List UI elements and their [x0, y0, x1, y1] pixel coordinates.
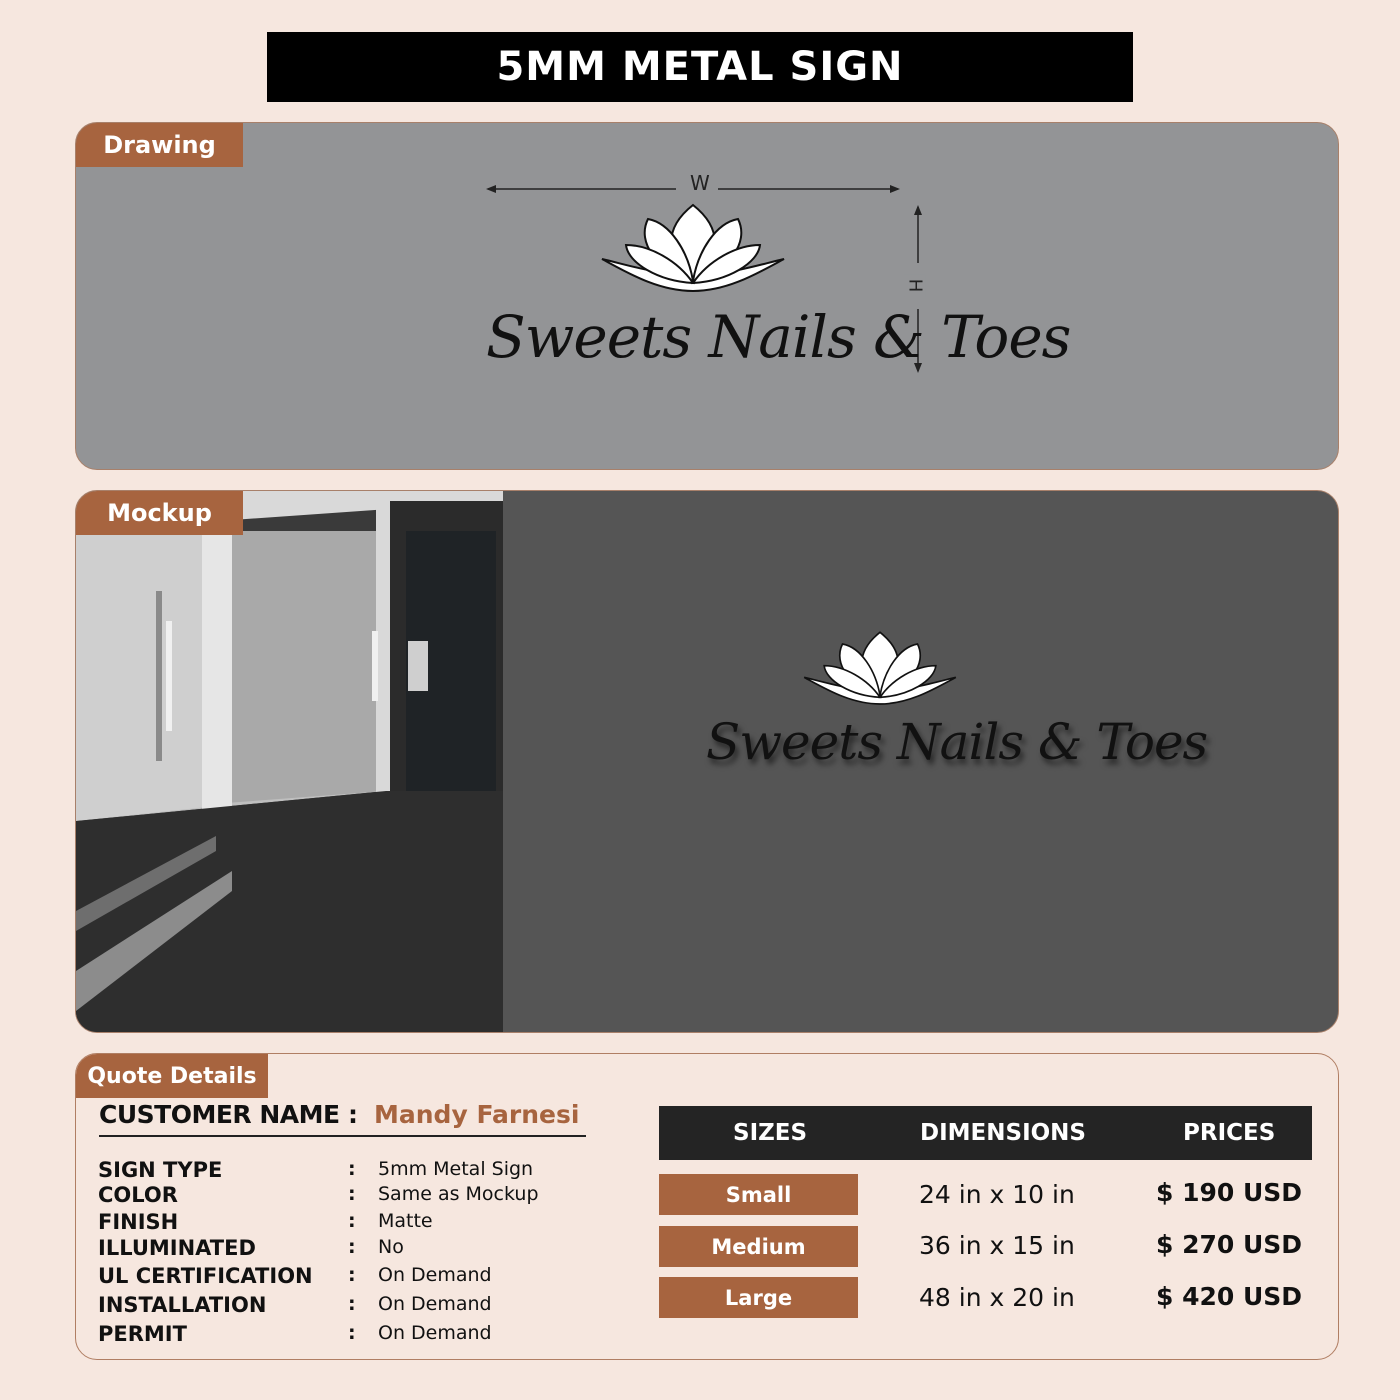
spec-separator: :	[348, 1322, 356, 1344]
office-glass-doors-image	[76, 491, 503, 1033]
customer-name-label: CUSTOMER NAME	[99, 1100, 340, 1129]
spec-value: Matte	[378, 1210, 433, 1232]
drawing-panel	[75, 122, 1339, 470]
spec-value: 5mm Metal Sign	[378, 1158, 534, 1180]
size-medium-button[interactable]: Medium	[659, 1226, 858, 1267]
spec-row-permit	[76, 1322, 676, 1348]
spec-separator: :	[348, 1183, 356, 1205]
lotus-icon	[598, 201, 788, 297]
dimensions-medium: 36 in x 15 in	[919, 1231, 1075, 1260]
price-table-header	[659, 1106, 1312, 1160]
height-label: H	[904, 275, 925, 297]
spec-value: On Demand	[378, 1264, 492, 1286]
spec-row-color	[76, 1183, 676, 1209]
mockup-lotus-icon	[800, 629, 960, 709]
spec-value: No	[378, 1236, 404, 1258]
size-small-button[interactable]: Small	[659, 1174, 858, 1215]
customer-separator: :	[348, 1100, 358, 1129]
spec-key: ILLUMINATED	[98, 1236, 256, 1260]
spec-row-illuminated	[76, 1236, 676, 1262]
spec-row-finish	[76, 1210, 676, 1236]
spec-value: On Demand	[378, 1293, 492, 1315]
customer-name-value: Mandy Farnesi	[374, 1100, 580, 1129]
spec-key: UL CERTIFICATION	[98, 1264, 313, 1288]
price-large: $ 420 USD	[1156, 1282, 1303, 1311]
spec-key: COLOR	[98, 1183, 178, 1207]
spec-key: INSTALLATION	[98, 1293, 267, 1317]
spec-value: Same as Mockup	[378, 1183, 539, 1205]
spec-separator: :	[348, 1293, 356, 1315]
spec-separator: :	[348, 1158, 356, 1180]
spec-key: SIGN TYPE	[98, 1158, 223, 1182]
header-prices: PRICES	[1183, 1120, 1276, 1146]
header-dimensions: DIMENSIONS	[920, 1120, 1086, 1146]
mockup-panel	[75, 490, 1339, 1033]
spec-separator: :	[348, 1264, 356, 1286]
drawing-tab: Drawing	[76, 123, 243, 167]
dimensions-small: 24 in x 10 in	[919, 1180, 1075, 1209]
spec-row-installation	[76, 1293, 676, 1319]
quote-panel	[75, 1053, 1339, 1360]
dimensions-large: 48 in x 20 in	[919, 1283, 1075, 1312]
quote-tab: Quote Details	[76, 1054, 268, 1098]
spec-key: PERMIT	[98, 1322, 187, 1346]
spec-row-sign-type	[76, 1158, 676, 1184]
header-sizes: SIZES	[733, 1120, 808, 1146]
price-medium: $ 270 USD	[1156, 1230, 1303, 1259]
spec-value: On Demand	[378, 1322, 492, 1344]
spec-separator: :	[348, 1210, 356, 1232]
spec-row-ul-certification	[76, 1264, 676, 1290]
spec-key: FINISH	[98, 1210, 179, 1234]
page-title: 5MM METAL SIGN	[267, 32, 1133, 102]
customer-underline	[99, 1135, 586, 1137]
spec-separator: :	[348, 1236, 356, 1258]
mockup-brand-text: Sweets Nails & Toes	[706, 713, 1208, 771]
drawing-brand-text: Sweets Nails & Toes	[486, 303, 1071, 371]
size-large-button[interactable]: Large	[659, 1277, 858, 1318]
price-small: $ 190 USD	[1156, 1178, 1303, 1207]
width-label: W	[682, 171, 718, 195]
mockup-tab: Mockup	[76, 491, 243, 535]
